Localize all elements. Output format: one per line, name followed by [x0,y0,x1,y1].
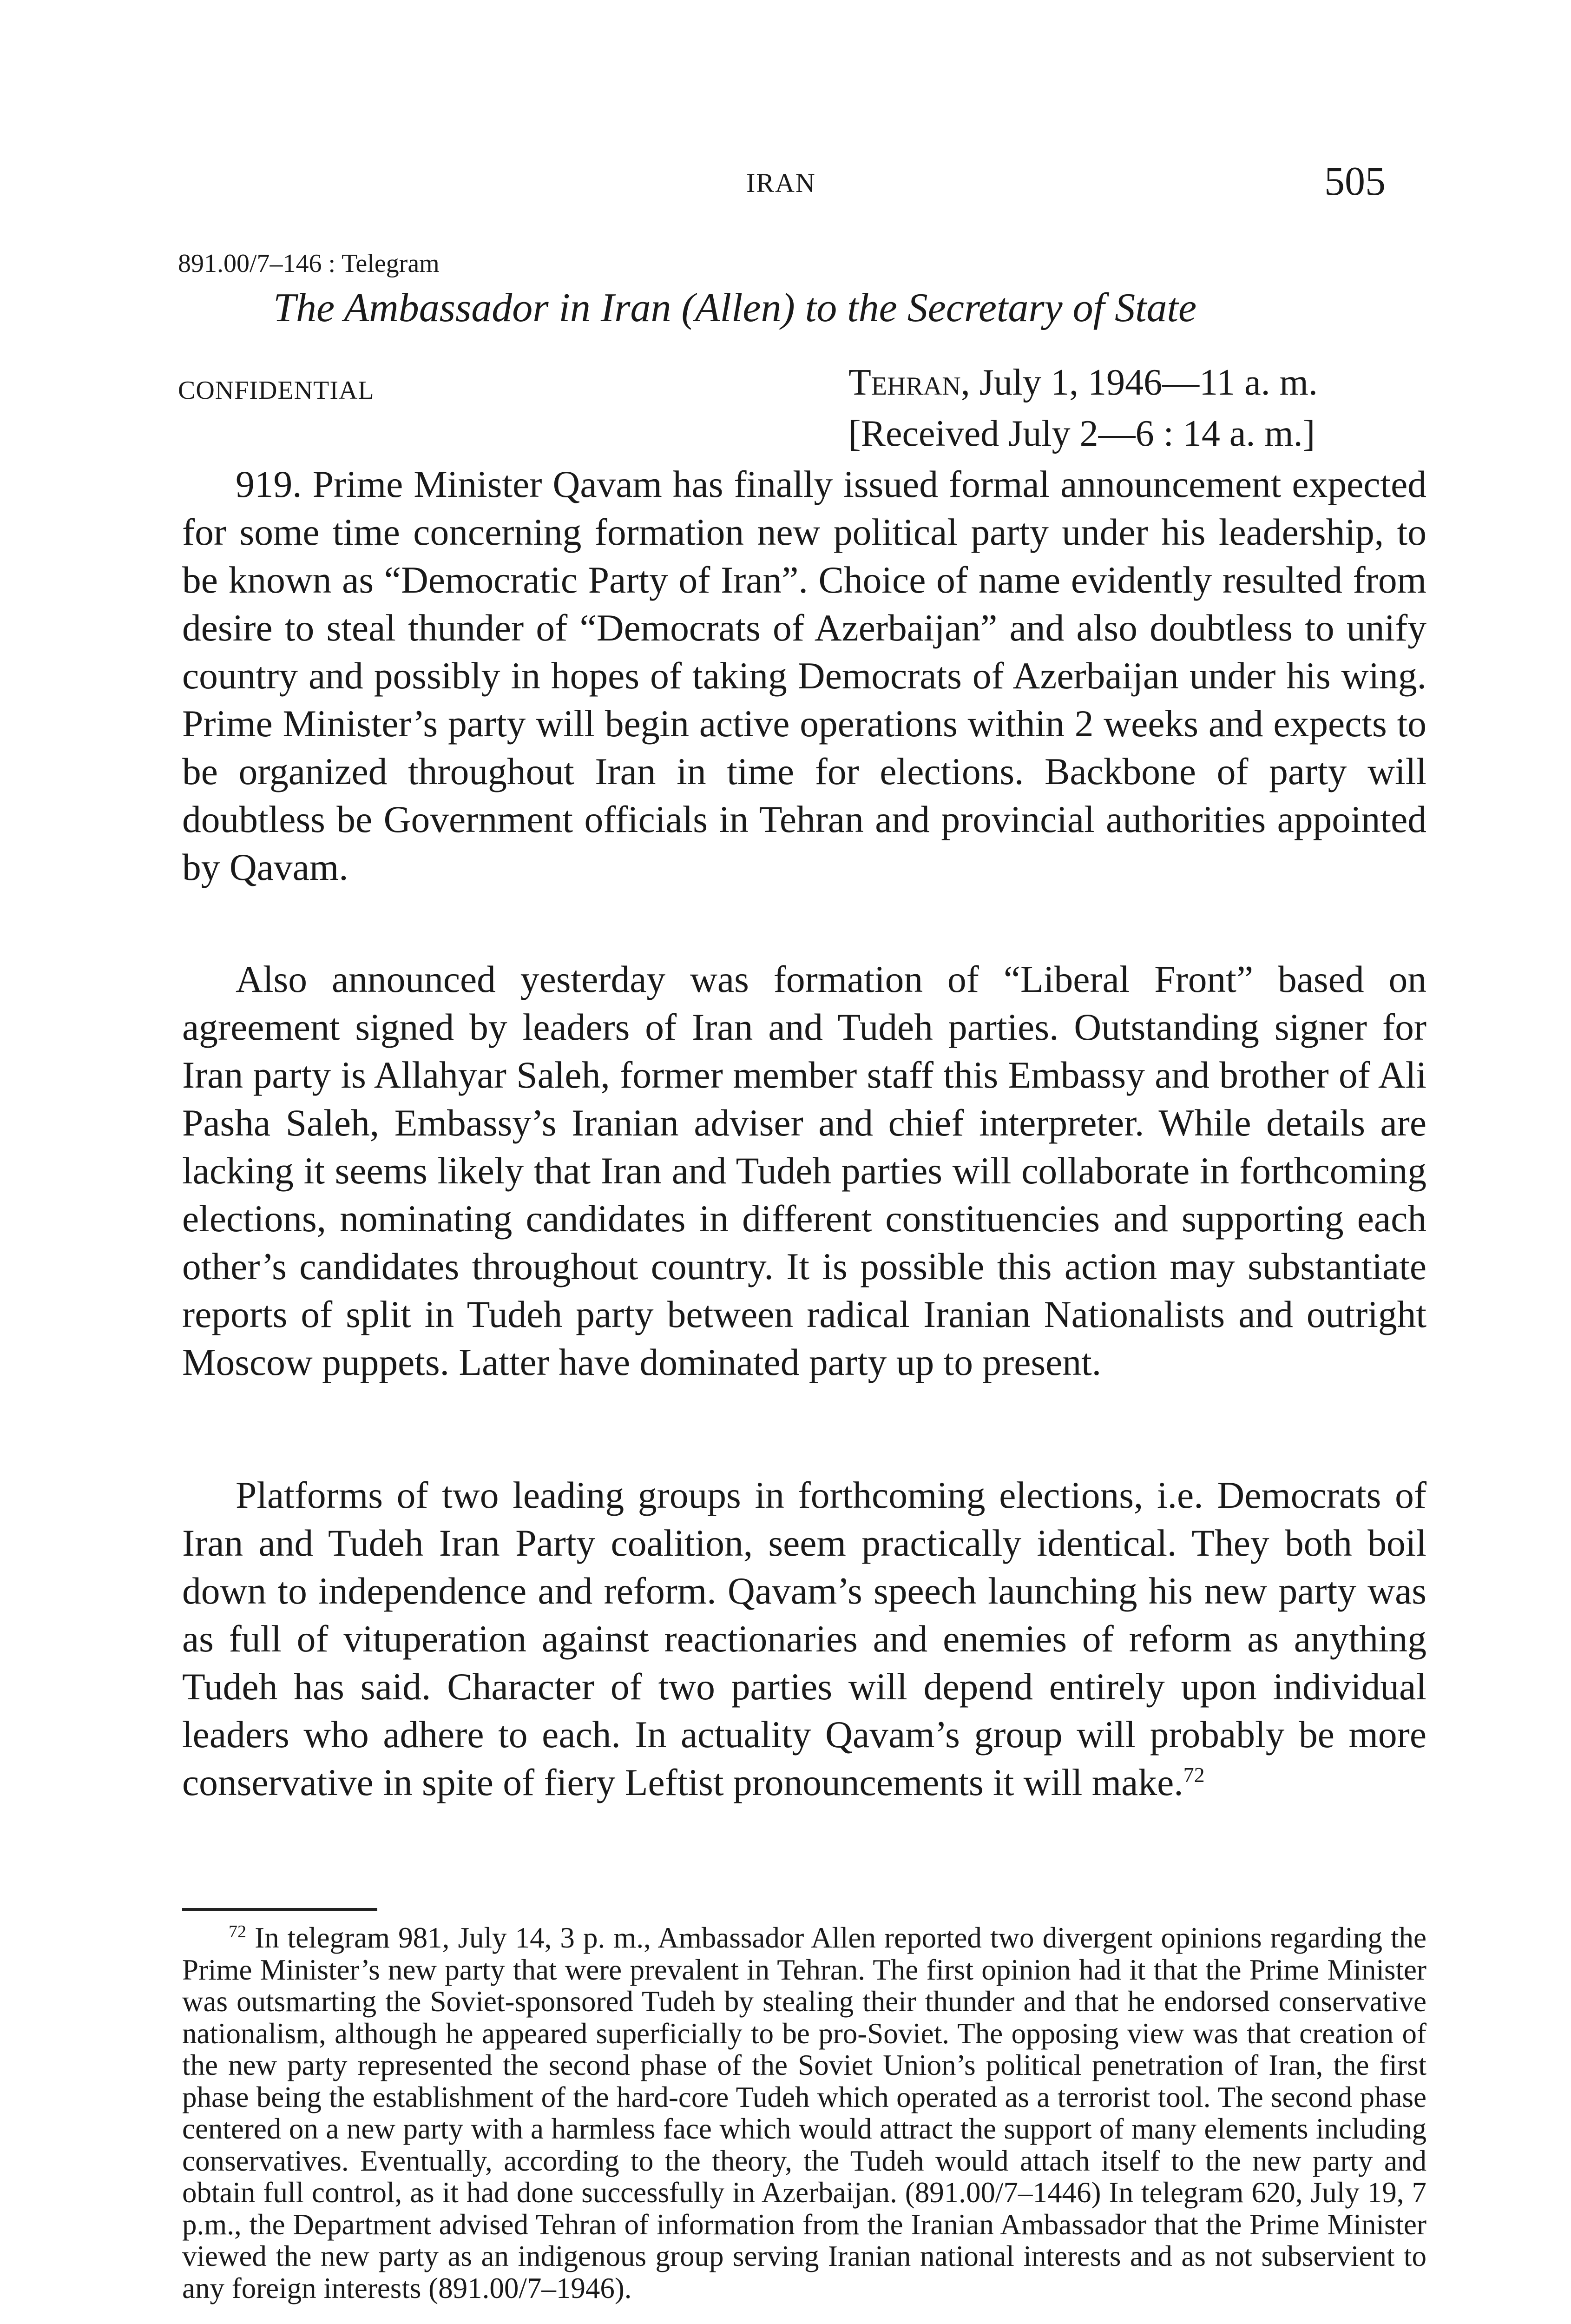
dateline [848,362,1318,404]
footnote-text: In telegram 981, July 14, 3 p. m., Ambassador Allen reported two divergent opinions regarding the Prime Minister’s new party that were prevalent in Tehran. The first opinion had it that the Prime Minister was outsmarting the Soviet-sponsored Tudeh by stealing their thunder and that he endorsed conservative nationalism, although he appeared superficially to be pro-Soviet. The opposing view was that creation of the new party represented the second phase of the Soviet Union’s political penetration of Iran, the first phase being the establishment of the hard-core Tudeh which operated as a terrorist tool. The second phase centered on a new party with a harmless face which would attract the support of many elements including conservatives. Eventually, according to the theory, the Tudeh would attach itself to the new party and obtain full control, as it had done successfully in Azerbaijan. (891.00/7–1446) In telegram 620, July 19, 7 p.m., the Department advised Tehran of information from the Iranian Ambassador that the Prime Minister viewed the new party as an indigenous group serving Iranian national interests and as not subservient to any foreign interests (891.00/7–1946). [182,1921,1427,2304]
footnote-reference-marker[interactable]: 72 [1183,1763,1205,1787]
received-line: [Received July 2—6 : 14 a. m.] [848,413,1315,454]
footnote-divider [182,1908,377,1911]
body-paragraph-2: Also announced yesterday was formation of “Liberal Front” based on agreement signed by leaders of Iran and Tudeh parties. Outstanding signer for Iran party is Allahyar Saleh, former member staff this Embassy and brother of Ali Pasha Saleh, Embassy’s Iranian adviser and chief interpreter. While details are lacking it seems likely that Iran and Tudeh parties will collaborate in forthcoming elections, nominating candidates in different constituencies and supporting each other’s candidates throughout country. It is possible this action may substantiate reports of split in Tudeh party between radical Iranian Nationalists and outright Moscow puppets. Latter have dominated party up to present. [182,958,1426,1383]
page-number: 505 [1324,159,1386,204]
footnote [182,1922,1426,2304]
classification-label: CONFIDENTIAL [178,376,375,405]
dateline-place: Tehran [848,362,961,403]
file-reference: 891.00/7–146 : Telegram [178,249,440,278]
body-paragraph-3 [182,1471,1426,1806]
document-title: The Ambassador in Iran (Allen) to the Secretary of State [273,285,1197,330]
body-paragraph-3-text: Platforms of two leading groups in forthcoming elections, i.e. Democrats of Iran and Tudeh Iran Party coalition, seem practically identical. They both boil down to independence and reform. Qavam’s speech launching his new party was as full of vituperation against reactionaries and enemies of reform as anything Tudeh has said. Character of two parties will depend entirely upon individual leaders who adhere to each. In actuality Qavam’s group will probably be more conservative in spite of fiery Leftist pronouncements it will make. [182,1474,1426,1803]
dateline-date: , July 1, 1946—11 a. m. [960,362,1318,403]
body-paragraph-1: 919. Prime Minister Qavam has finally issued formal announcement expected for some time concerning formation new political party under his leadership, to be known as “Democratic Party of Iran”. Choice of name evidently resulted from desire to steal thunder of “Democrats of Azerbaijan” and also doubtless to unify country and possibly in hopes of taking Democrats of Azerbaijan under his wing. Prime Minister’s party will begin active operations within 2 weeks and expects to be organized throughout Iran in time for elections. Backbone of party will doubtless be Government officials in Tehran and provincial authorities appointed by Qavam. [182,463,1426,888]
running-head: IRAN [746,168,816,198]
footnote-marker: 72 [229,1922,246,1941]
